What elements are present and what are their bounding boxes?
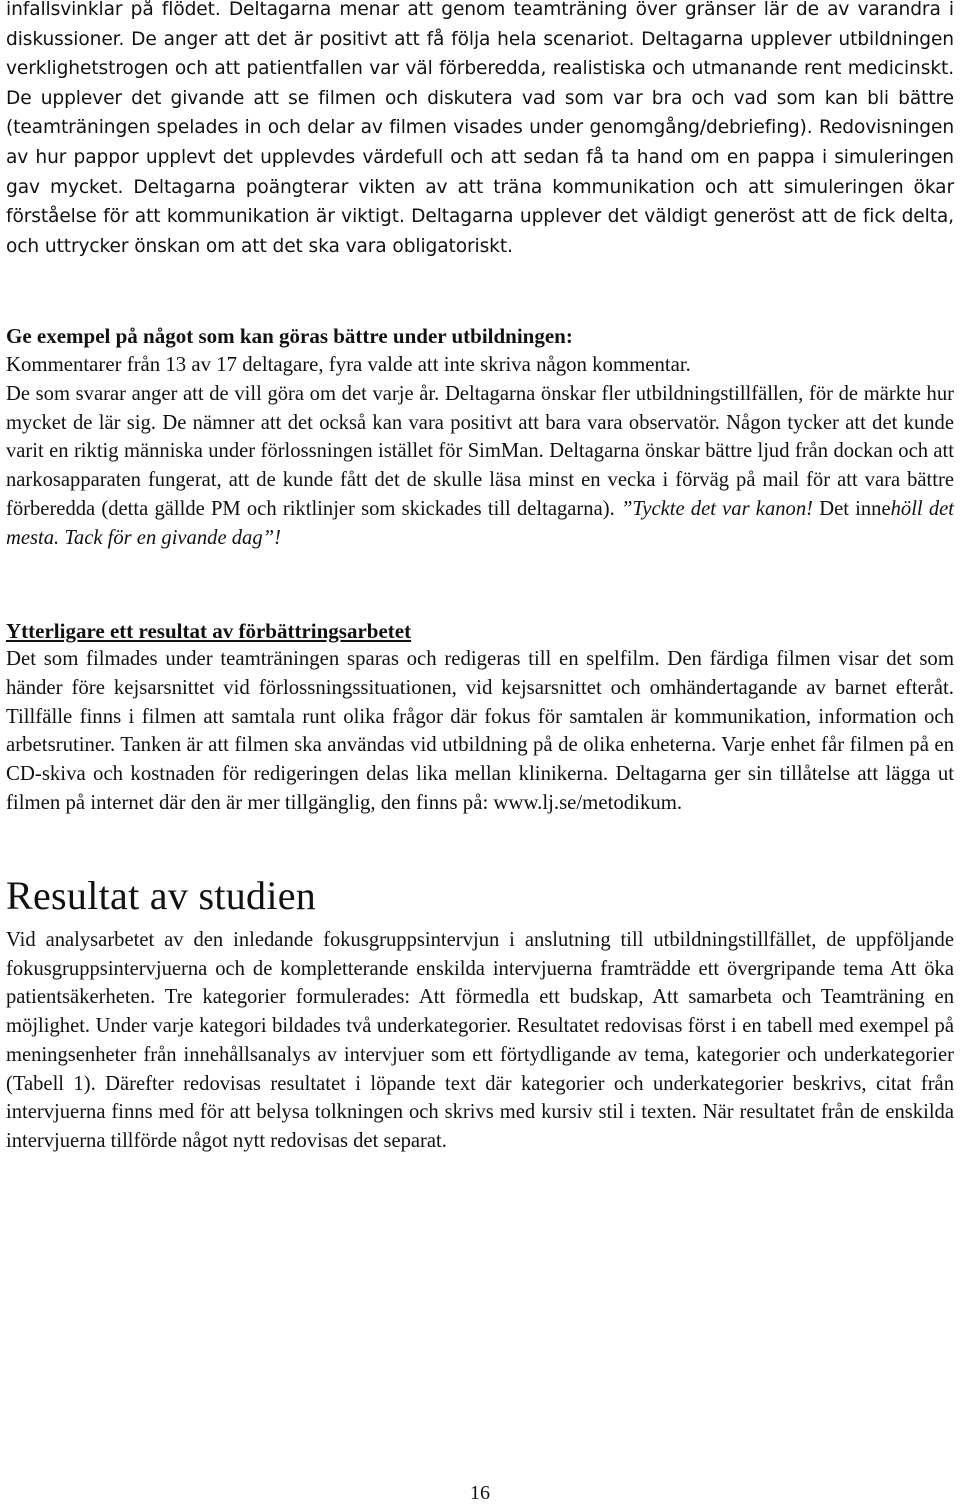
page-number: 16	[470, 1482, 490, 1504]
quote-tyckte: ”Tyckte det var kanon!	[620, 497, 813, 520]
section-heading-improvements: Ge exempel på något som kan göras bättre under utbildningen:	[6, 324, 573, 348]
comment-count-line: Kommentarer från 13 av 17 deltagare, fyra valde att inte skriva någon kommentar.	[6, 353, 691, 376]
section-title-study-results: Resultat av studien	[6, 873, 317, 918]
paragraph-film-result: Det som filmades under teamträningen sparas och redigeras till en spelfilm. Den färdiga filmen visar det som händer före kejsarsnittet vid förlossningssituationen, vid kejsarsnittet och omhändertagande av barnet efteråt. Tillfälle finns i filmen att samtala runt olika frågor där fokus för samtalen är kommunikation, information och arbetsrutiner. Tanken är att filmen ska användas vid utbildning på de olika enheterna. Varje enhet får filmen på en CD-skiva och kostnaden för redigeringen delas lika mellan klinikerna. Deltagarna ger sin tillåtelse att lägga ut filmen på internet där den är mer tillgänglig, den finns på: www.lj.se/metodikum.	[6, 647, 954, 814]
quote-det-innehall: Det innehöll det mesta. Tack för en givande dag”!	[6, 497, 954, 549]
paragraph-participant-experience: infallsvinklar på flödet. Deltagarna menar att genom teamträning över gränser lär de av varandra i diskussioner. De anger att det är positivt att få följa hela scenariot. Deltagarna upplever utbildningen verklighetstrogen och att patientfallen var väl förberedda, realistiska och utmanande rent medicinskt. De upplever det givande att se filmen och diskutera vad som var bra och vad som kan bli bättre (teamträningen spelades in och delar av filmen visades under genomgång/debriefing). Redovisningen av hur pappor upplevt det upplevdes värdefull och att sedan få ta hand om en pappa i simuleringen gav mycket. Deltagarna poängterar vikten av att träna kommunikation och att simuleringen ökar förståelse för att kommunikation är viktigt. Deltagarna upplever det väldigt generöst att de fick delta, och uttrycker önskan om att det ska vara obligatoriskt.	[6, 0, 954, 257]
section-heading-further-result: Ytterligare ett resultat av förbättringsarbetet	[6, 619, 412, 643]
paragraph-improvement-feedback	[6, 380, 954, 552]
paragraph-study-results: Vid analysarbetet av den inledande fokusgruppsintervjun i anslutning till utbildningstillfället, de uppföljande fokusgruppsintervjuerna och de kompletterande enskilda intervjuerna framträdde ett övergripande tema Att öka patientsäkerheten. Tre kategorier formulerades: Att förmedla ett budskap, Att samarbeta och Teamträning en möjlighet. Under varje kategori bildades två underkategorier. Resultatet redovisas först i en tabell med exempel på meningsenheter från innehållsanalys av intervjuer som ett förtydligande av tema, kategorier och underkategorier (Tabell 1). Därefter redovisas resultatet i löpande text där kategorier och underkategorier beskrivs, citat från intervjuerna finns med för att belysa tolkningen och skrivs med kursiv stil i texten. När resultatet från de enskilda intervjuerna tillförde något nytt redovisas det separat.	[6, 929, 954, 1152]
feedback-text: De som svarar anger att de vill göra om det varje år. Deltagarna önskar fler utbildningstillfällen, för de märkte hur mycket de lär sig. De nämner att det också kan vara positivt att bara vara observatör. Någon tycker att det kunde varit en riktig människa under förlossningen istället för SimMan. Deltagarna önskar bättre ljud från dockan och att narkosapparaten fungerat, att de kunde fått det de skulle läsa minst en vecka i förväg på mail för att vara bättre förberedda (detta gällde PM och riktlinjer som skickades till deltagarna).	[6, 383, 954, 520]
